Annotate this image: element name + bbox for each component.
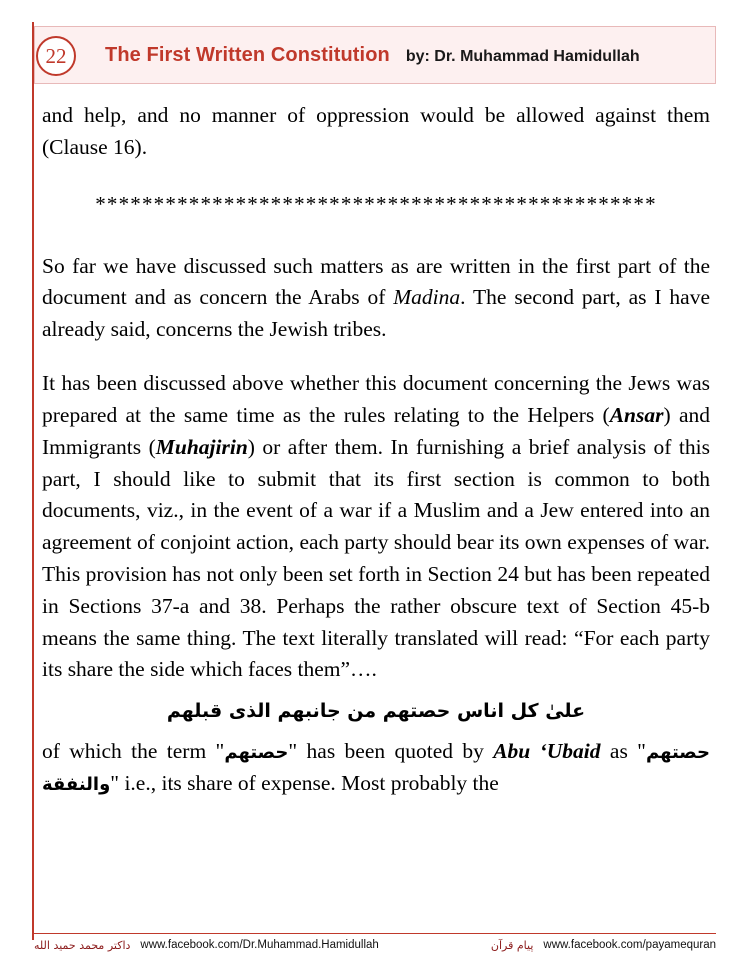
paragraph-3-text-a: It has been discussed above whether this document concerning the Jews was prepared at the same time as the rules relating to the Helpers ( [42,371,710,427]
footer-left [34,939,379,952]
header-text-group [105,44,640,67]
term-madina: Madina [393,285,461,310]
footer-right-arabic-label: پیام قرآن [490,938,534,952]
term-muhajirin: Muhajirin [155,434,248,459]
page-footer [34,934,716,956]
paragraph-4-text-d: " i.e., its share of expense. Most probably the [110,771,499,795]
footer-left-arabic-label: داكتر محمد حميد الله [34,938,131,952]
term-ansar: Ansar [609,402,664,427]
page-content [42,100,710,804]
page-author: by: Dr. Muhammad Hamidullah [405,47,640,65]
page-title: The First Written Constitution [105,43,390,66]
paragraph-2 [42,251,710,346]
footer-right-url[interactable]: www.facebook.com/payamequran [543,939,716,951]
page-header [34,26,716,84]
left-vertical-rule [32,22,34,940]
paragraph-4 [42,736,710,800]
paragraph-1: and help, and no manner of oppression would be allowed against them (Clause 16). [42,103,710,159]
page-number-badge: 22 [36,36,76,76]
arabic-term-hissatuhum: حصتهم [224,742,289,764]
footer-right [491,939,716,952]
paragraph-4-text-a: of which the term " [42,739,225,764]
arabic-term-hissatuhum-wal-nafaqa: حصتهم والنفقة [42,742,711,795]
paragraph-3-text-b: ) and Immigrants ( [42,402,711,459]
arabic-quotation-line: علىٰ كل اناس حصتهم من جانبهم الذى قبلهم [166,700,586,723]
term-abu-ubaid: Abu ‘Ubaid [493,739,601,764]
footer-left-url[interactable]: www.facebook.com/Dr.Muhammad.Hamidullah [140,939,379,951]
paragraph-4-text-c: as " [600,739,646,764]
paragraph-4-text-b: " has been quoted by [288,739,494,764]
paragraph-2-text-a: So far we have discussed such matters as are written in the first part of the document and as concern the Arabs of [42,253,710,310]
paragraph-3-text-c: ) or after them. In furnishing a brief analysis of this part, I should like to submit that its first section is common to both documents, viz., in the event of a war if a Muslim and a Jew entered into an agreement of conjoint action, each party should bear its own expenses of war. This provision has not only been set forth in Section 24 but has been repeated in Sections 37-a and 38. Perhaps the rather obscure text of Section 45-b means the same thing. The text literally translated will read: “For each party its share the side which faces them”…. [42,434,710,682]
paragraph-3 [42,368,710,686]
section-separator: ************************************************ [95,191,657,216]
paragraph-2-text-b: . The second part, as I have already said, concerns the Jewish tribes. [42,285,710,342]
